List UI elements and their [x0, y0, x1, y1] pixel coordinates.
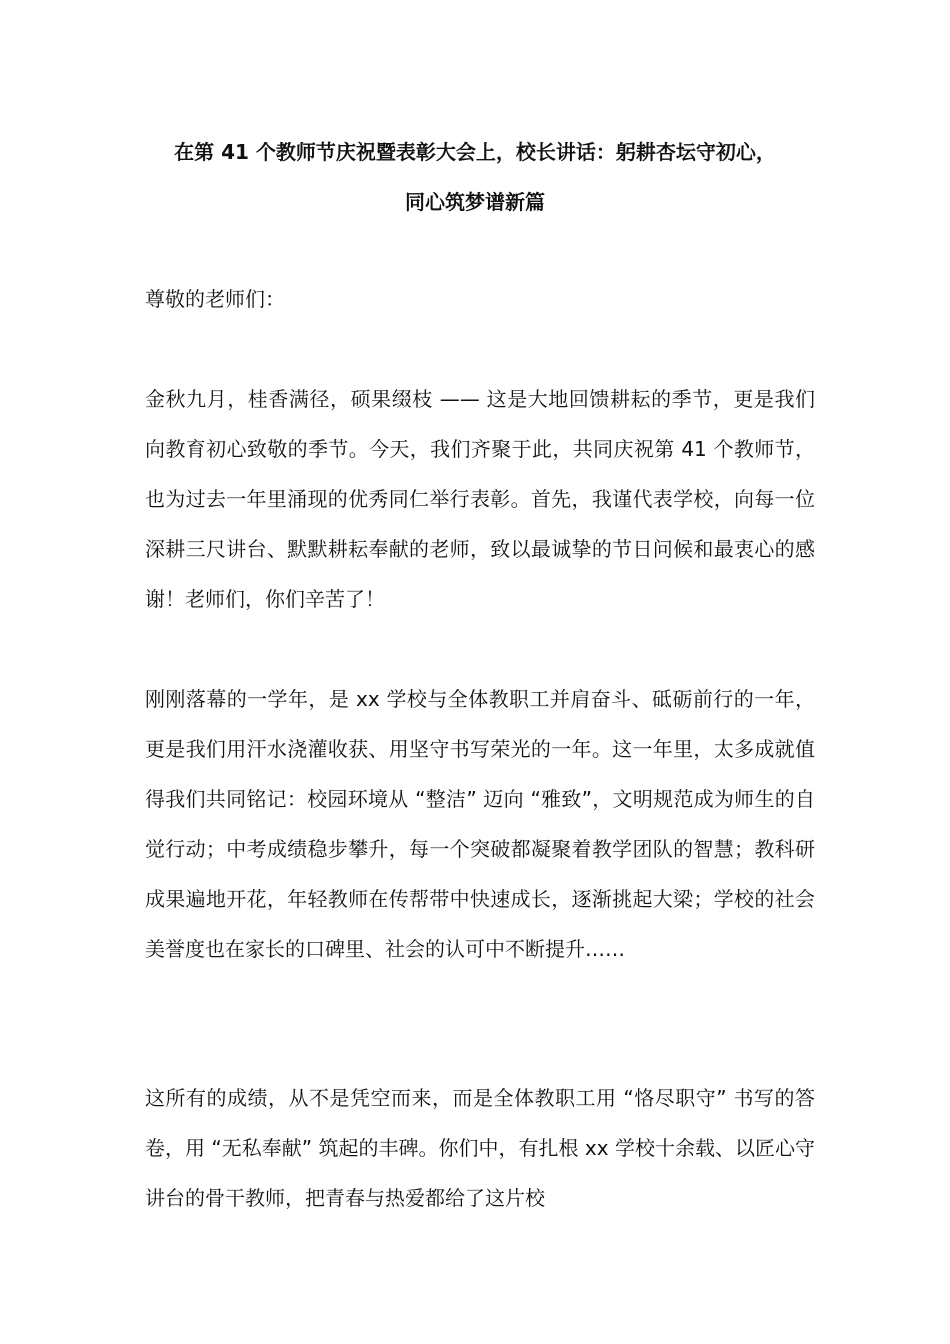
document-title-line-1: 在第 41 个教师节庆祝暨表彰大会上，校长讲话：躬耕杏坛守初心，: [174, 140, 776, 164]
paragraph-3: 这所有的成绩，从不是凭空而来，而是全体教职工用 “恪尽职守” 书写的答卷，用 “无私奉献” 筑起的丰碑。你们中，有扎根 xx 学校十余载、以匠心守讲台的骨干教师，把青春与热爱都给了这片校: [145, 1086, 815, 1210]
document-title-line-2: 同心筑梦谱新篇: [405, 190, 545, 214]
salutation: 尊敬的老师们：: [145, 287, 285, 311]
paragraph-1: 金秋九月，桂香满径，硕果缀枝 —— 这是大地回馈耕耘的季节，更是我们向教育初心致敬的季节。今天，我们齐聚于此，共同庆祝第 41 个教师节，也为过去一年里涌现的优秀同仁举行表彰。首先，我谨代表学校，向每一位深耕三尺讲台、默默耕耘奉献的老师，致以最诚挚的节日问候和最衷心的感谢！老师们，你们辛苦了！: [145, 387, 815, 611]
paragraph-2: 刚刚落幕的一学年，是 xx 学校与全体教职工并肩奋斗、砥砺前行的一年，更是我们用汗水浇灌收获、用坚守书写荣光的一年。这一年里，太多成就值得我们共同铭记：校园环境从 “整洁” 迈向 “雅致”，文明规范成为师生的自觉行动；中考成绩稳步攀升，每一个突破都凝聚着教学团队的智慧；教科研成果遍地开花，年轻教师在传帮带中快速成长，逐渐挑起大梁；学校的社会美誉度也在家长的口碑里、社会的认可中不断提升……: [145, 687, 815, 961]
